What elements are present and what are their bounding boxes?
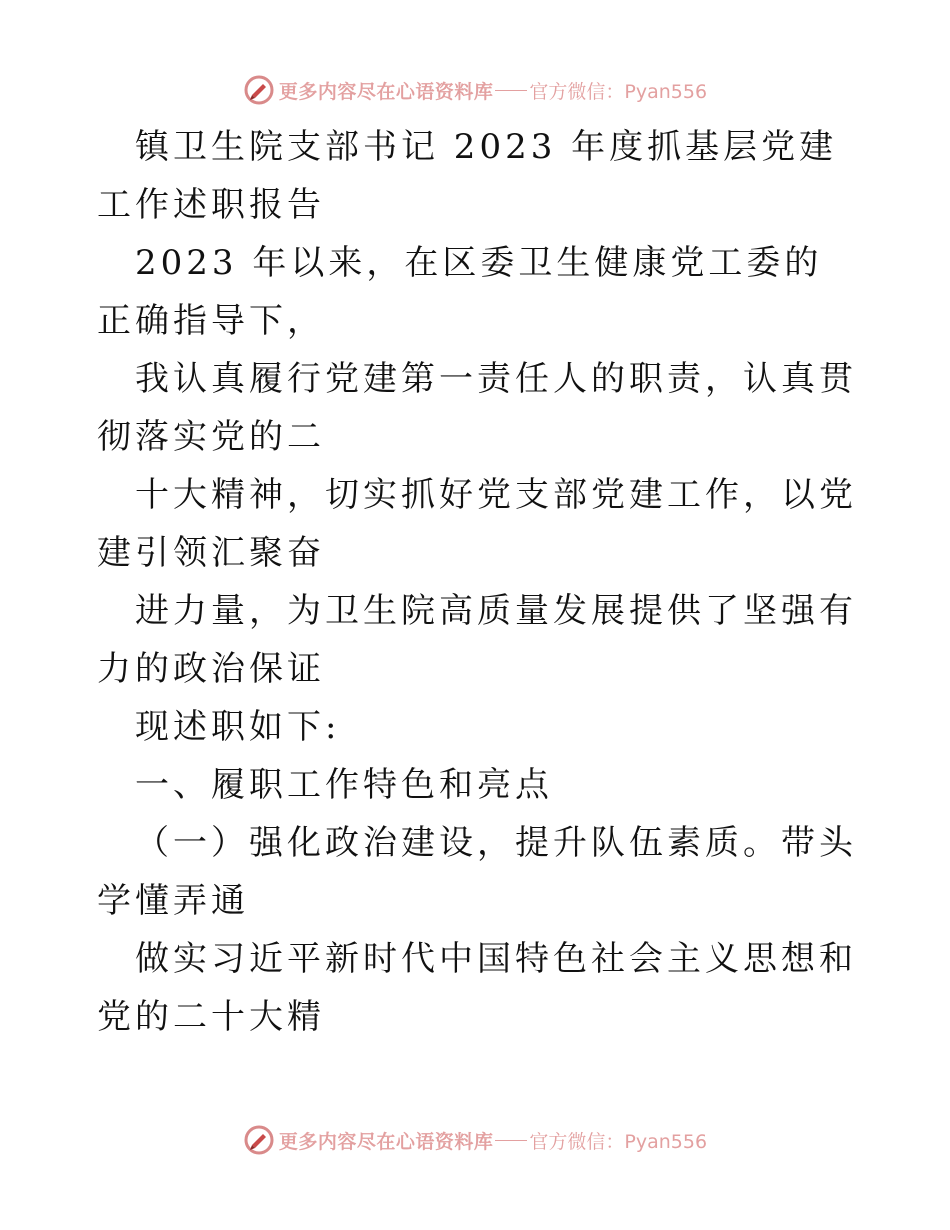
document-body bbox=[97, 118, 857, 1046]
watermark-wechat: 官方微信：Pyan556 bbox=[529, 80, 708, 103]
logo-icon bbox=[243, 74, 275, 106]
paragraph: 现述职如下: bbox=[135, 707, 341, 747]
paragraph: 做实习近平新时代中国特色社会主义思想和党的二十大精 bbox=[97, 939, 857, 1037]
logo-icon bbox=[243, 1124, 275, 1156]
paragraph: 2023 年以来，在区委卫生健康党工委的正确指导下， bbox=[97, 243, 823, 341]
section-heading: 一、履职工作特色和亮点 bbox=[135, 765, 553, 805]
footer-watermark bbox=[0, 1120, 950, 1160]
watermark-text: 更多内容尽在心语资料库 bbox=[278, 80, 494, 103]
watermark-separator bbox=[495, 1140, 527, 1141]
paragraph: 我认真履行党建第一责任人的职责，认真贯彻落实党的二 bbox=[97, 359, 857, 457]
document-title: 镇卫生院支部书记 2023 年度抓基层党建工作述职报告 bbox=[97, 127, 838, 225]
subsection-heading: （一）强化政治建设，提升队伍素质。带头学懂弄通 bbox=[97, 823, 857, 921]
watermark-text: 更多内容尽在心语资料库 bbox=[278, 1130, 494, 1153]
paragraph: 十大精神，切实抓好党支部党建工作，以党建引领汇聚奋 bbox=[97, 475, 857, 573]
watermark-separator bbox=[495, 90, 527, 91]
watermark-wechat: 官方微信：Pyan556 bbox=[529, 1130, 708, 1153]
paragraph: 进力量，为卫生院高质量发展提供了坚强有力的政治保证 bbox=[97, 591, 857, 689]
header-watermark bbox=[0, 70, 950, 110]
